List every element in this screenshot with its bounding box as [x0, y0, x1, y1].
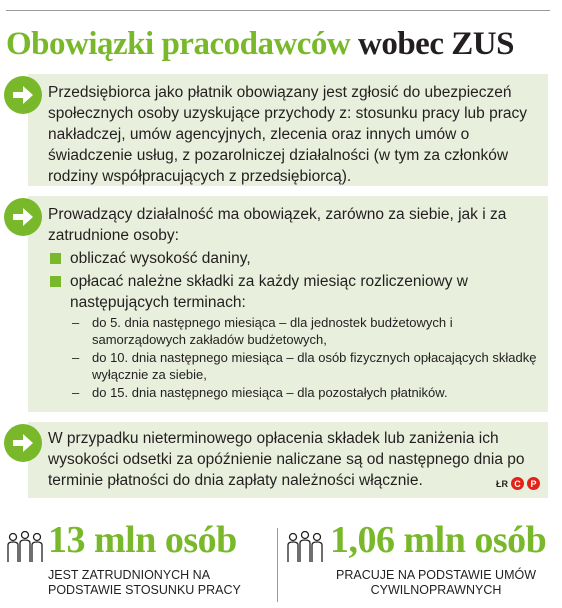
- bullet-item: [48, 248, 538, 269]
- info-box-late-payment: [28, 422, 548, 498]
- author-initials: ŁR: [496, 478, 508, 489]
- caption-line: JEST ZATRUDNIONYCH NA: [48, 568, 211, 582]
- bullet-text: opłacać należne składki za każdy miesiąc rozliczeniowy w następujących terminach:: [70, 273, 469, 311]
- stat-employees: 13 mln osób: [48, 519, 237, 561]
- registration-text: Przedsiębiorca jako płatnik obowiązany jest zgłosić do ubezpieczeń społecznych osoby uzyskujące przychody z: stosunku pracy lub pracy nakładczej, umów agencyjnych, zlecenia oraz innych umów o świadczenie usług, z pozarolniczej działalności (w tym za członków rodziny współpracujących z przedsiębiorcą).: [48, 84, 528, 185]
- deadline-list: [70, 315, 538, 402]
- obligations-intro: Prowadzący działalność ma obowiązek, zarówno za siebie, jak i za zatrudnione osoby:: [48, 206, 507, 244]
- dash-marker: –: [72, 385, 80, 400]
- bullet-text: obliczać wysokość daniny,: [70, 250, 251, 267]
- caption-line: CYWILNOPRAWNYCH: [370, 583, 502, 597]
- page-title: [6, 26, 514, 63]
- copyright-c-icon: C: [511, 477, 524, 490]
- stat-employees-caption: [48, 568, 241, 598]
- copyright-p-icon: P: [527, 477, 540, 490]
- caption-line: PRACUJE NA PODSTAWIE UMÓW: [336, 568, 537, 582]
- stat-divider: [277, 528, 278, 602]
- author-credit: [496, 477, 540, 490]
- deadline-item: [70, 350, 538, 383]
- stat-civil-contracts: 1,06 mln osób: [330, 519, 547, 561]
- arrow-right-circle-icon: [4, 198, 42, 236]
- bullet-item: [48, 271, 538, 313]
- deadline-text: do 10. dnia następnego miesiąca – dla osób fizycznych opłacających składkę wyłącznie za siebie,: [92, 350, 537, 382]
- arrow-right-circle-icon: [4, 424, 42, 462]
- info-box-registration: [28, 74, 548, 186]
- caption-line: PODSTAWIE STOSUNKU PRACY: [48, 583, 241, 597]
- arrow-right-circle-icon: [4, 76, 42, 114]
- people-group-icon: [286, 530, 324, 564]
- deadline-item: [70, 315, 538, 348]
- green-square-bullet-icon: [50, 276, 61, 287]
- dash-marker: –: [72, 315, 80, 330]
- people-group-icon: [6, 530, 44, 564]
- green-square-bullet-icon: [50, 253, 61, 264]
- title-green: Obowiązki pracodawców: [6, 26, 351, 62]
- deadline-item: [70, 385, 538, 402]
- info-box-obligations: [28, 196, 548, 412]
- title-dark: wobec ZUS: [358, 26, 514, 62]
- stat-civil-contracts-caption: [336, 568, 536, 598]
- late-payment-text: W przypadku nieterminowego opłacenia składek lub zaniżenia ich wysokości odsetki za opóźnienie naliczane są od następnego dnia po terminie płatności do dnia zapłaty należności włącznie.: [48, 430, 525, 489]
- top-rule: [6, 10, 550, 11]
- deadline-text: do 5. dnia następnego miesiąca – dla jednostek budżetowych i samorządowych zakładów budżetowych,: [92, 315, 453, 347]
- dash-marker: –: [72, 350, 80, 365]
- deadline-text: do 15. dnia następnego miesiąca – dla pozostałych płatników.: [92, 385, 448, 400]
